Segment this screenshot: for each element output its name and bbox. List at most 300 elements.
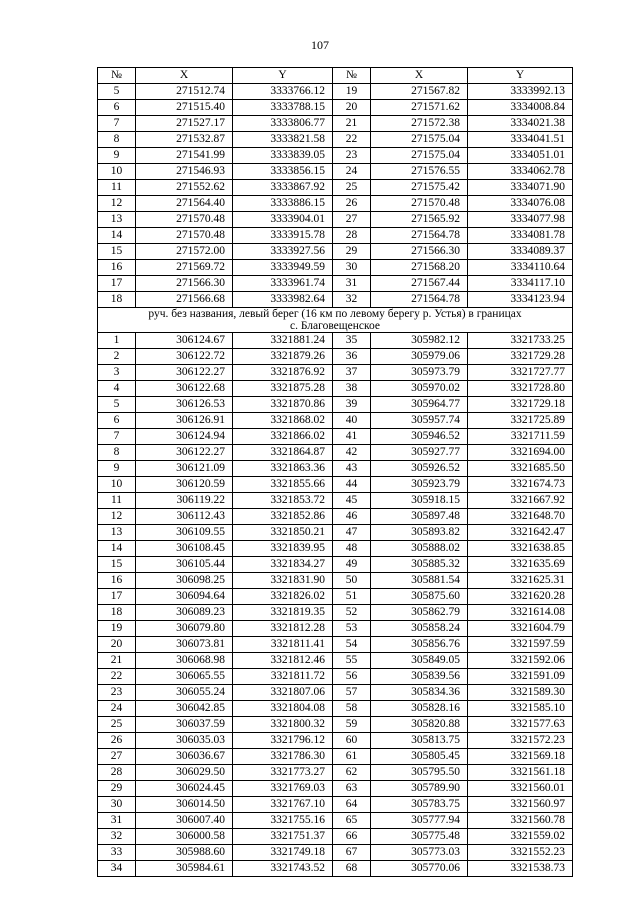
table-cell: 305982.12: [371, 333, 468, 349]
table-cell: 3321804.08: [233, 701, 333, 717]
table-cell: 3334076.08: [468, 196, 573, 212]
table-row: [98, 781, 573, 797]
table-cell: 271567.44: [371, 276, 468, 292]
table-cell: 271546.93: [136, 164, 233, 180]
table-cell: 3321826.02: [233, 589, 333, 605]
table-cell: 306079.80: [136, 621, 233, 637]
table-cell: 68: [333, 861, 371, 877]
table-cell: 3321839.95: [233, 541, 333, 557]
table-cell: 3333927.56: [233, 244, 333, 260]
table-cell: 24: [333, 164, 371, 180]
table-cell: 3321560.78: [468, 813, 573, 829]
table-cell: 3333867.92: [233, 180, 333, 196]
table-row: [98, 180, 573, 196]
table-cell: 271569.72: [136, 260, 233, 276]
table-cell: 271527.17: [136, 116, 233, 132]
table-cell: 306122.68: [136, 381, 233, 397]
table-cell: 3333949.59: [233, 260, 333, 276]
table-cell: 22: [333, 132, 371, 148]
table-cell: 305820.88: [371, 717, 468, 733]
table-cell: 3321868.02: [233, 413, 333, 429]
table-cell: 3321667.92: [468, 493, 573, 509]
table-cell: 306122.27: [136, 365, 233, 381]
table-cell: 271515.40: [136, 100, 233, 116]
table-cell: 3321819.35: [233, 605, 333, 621]
table-row: [98, 685, 573, 701]
table-row: [98, 765, 573, 781]
table-cell: 271566.30: [371, 244, 468, 260]
table-cell: 3334110.64: [468, 260, 573, 276]
table-cell: 306120.59: [136, 477, 233, 493]
table-cell: 305773.03: [371, 845, 468, 861]
table-cell: 3321751.37: [233, 829, 333, 845]
table-row: [98, 461, 573, 477]
table-cell: 305805.45: [371, 749, 468, 765]
table-cell: 57: [333, 685, 371, 701]
table-row: [98, 148, 573, 164]
table-cell: 3321614.08: [468, 605, 573, 621]
table-cell: 3321811.41: [233, 637, 333, 653]
block-1-body: [98, 84, 573, 308]
section-title: [98, 308, 573, 333]
table-cell: 305828.16: [371, 701, 468, 717]
table-cell: 305783.75: [371, 797, 468, 813]
table-cell: 3321773.27: [233, 765, 333, 781]
table-cell: 5: [98, 84, 136, 100]
table-cell: 32: [333, 292, 371, 308]
table-cell: 306124.94: [136, 429, 233, 445]
table-cell: 271564.40: [136, 196, 233, 212]
table-cell: 305856.76: [371, 637, 468, 653]
table-cell: 3334117.10: [468, 276, 573, 292]
table-cell: 13: [98, 525, 136, 541]
table-cell: 3321807.06: [233, 685, 333, 701]
table-cell: 3321834.27: [233, 557, 333, 573]
table-cell: 271575.04: [371, 148, 468, 164]
table-cell: 3334123.94: [468, 292, 573, 308]
table-cell: 3321729.28: [468, 349, 573, 365]
table-cell: 3321597.59: [468, 637, 573, 653]
table-row: [98, 116, 573, 132]
table-cell: 29: [98, 781, 136, 797]
table-row: [98, 100, 573, 116]
table-row: [98, 669, 573, 685]
table-cell: 3321577.63: [468, 717, 573, 733]
table-cell: 271572.38: [371, 116, 468, 132]
table-cell: 39: [333, 397, 371, 413]
table-header-row: [98, 68, 573, 84]
table-cell: 3321831.90: [233, 573, 333, 589]
table-cell: 33: [98, 845, 136, 861]
table-cell: 46: [333, 509, 371, 525]
table-cell: 12: [98, 509, 136, 525]
table-cell: 305795.50: [371, 765, 468, 781]
table-cell: 3334041.51: [468, 132, 573, 148]
table-cell: 306037.59: [136, 717, 233, 733]
table-cell: 306055.24: [136, 685, 233, 701]
table-cell: 3321812.28: [233, 621, 333, 637]
table-cell: 306122.27: [136, 445, 233, 461]
table-row: [98, 365, 573, 381]
table-cell: 305770.06: [371, 861, 468, 877]
table-cell: 3321852.86: [233, 509, 333, 525]
table-cell: 306112.43: [136, 509, 233, 525]
table-cell: 306014.50: [136, 797, 233, 813]
table-cell: 3321552.23: [468, 845, 573, 861]
table-cell: 3321769.03: [233, 781, 333, 797]
table-row: [98, 477, 573, 493]
table-cell: 271565.92: [371, 212, 468, 228]
section-title-row: [98, 308, 573, 333]
table-cell: 40: [333, 413, 371, 429]
table-cell: 305775.48: [371, 829, 468, 845]
table-cell: 305862.79: [371, 605, 468, 621]
table-cell: 305984.61: [136, 861, 233, 877]
table-cell: 3321767.10: [233, 797, 333, 813]
table-cell: 64: [333, 797, 371, 813]
header-x-left: X: [136, 68, 233, 84]
table-cell: 305957.74: [371, 413, 468, 429]
table-cell: 305927.77: [371, 445, 468, 461]
table-row: [98, 493, 573, 509]
table-cell: 306073.81: [136, 637, 233, 653]
table-cell: 271571.62: [371, 100, 468, 116]
table-cell: 271566.68: [136, 292, 233, 308]
table-cell: 271512.74: [136, 84, 233, 100]
table-cell: 9: [98, 148, 136, 164]
table-cell: 28: [98, 765, 136, 781]
table-row: [98, 292, 573, 308]
table-cell: 3321638.85: [468, 541, 573, 557]
table-cell: 3321786.30: [233, 749, 333, 765]
table-cell: 306024.45: [136, 781, 233, 797]
table-cell: 3321604.79: [468, 621, 573, 637]
table-cell: 42: [333, 445, 371, 461]
table-cell: 48: [333, 541, 371, 557]
table-row: [98, 196, 573, 212]
page-number: 107: [311, 38, 329, 52]
table-cell: 53: [333, 621, 371, 637]
table-cell: 18: [98, 292, 136, 308]
table-cell: 3321685.50: [468, 461, 573, 477]
table-cell: 305839.56: [371, 669, 468, 685]
table-cell: 21: [98, 653, 136, 669]
table-row: [98, 813, 573, 829]
header-y-left: Y: [233, 68, 333, 84]
table-cell: 3321625.31: [468, 573, 573, 589]
table-cell: 3333886.15: [233, 196, 333, 212]
table-row: [98, 212, 573, 228]
table-row: [98, 797, 573, 813]
table-cell: 305789.90: [371, 781, 468, 797]
table-cell: 306119.22: [136, 493, 233, 509]
table-cell: 6: [98, 413, 136, 429]
table-cell: 38: [333, 381, 371, 397]
table-cell: 3321728.80: [468, 381, 573, 397]
table-cell: 3321560.97: [468, 797, 573, 813]
table-cell: 271570.48: [136, 228, 233, 244]
table-cell: 305946.52: [371, 429, 468, 445]
table-cell: 27: [333, 212, 371, 228]
table-cell: 20: [333, 100, 371, 116]
table-cell: 26: [333, 196, 371, 212]
table-cell: 66: [333, 829, 371, 845]
table-cell: 35: [333, 333, 371, 349]
table-row: [98, 413, 573, 429]
table-cell: 23: [333, 148, 371, 164]
table-cell: 306126.53: [136, 397, 233, 413]
table-cell: 3321855.66: [233, 477, 333, 493]
table-cell: 3333961.74: [233, 276, 333, 292]
table-cell: 305881.54: [371, 573, 468, 589]
table-cell: 271576.55: [371, 164, 468, 180]
table-cell: 17: [98, 589, 136, 605]
table-row: [98, 557, 573, 573]
table-cell: 20: [98, 637, 136, 653]
table-cell: 29: [333, 244, 371, 260]
table-cell: 63: [333, 781, 371, 797]
table-cell: 65: [333, 813, 371, 829]
table-cell: 271532.87: [136, 132, 233, 148]
coordinates-table: [97, 67, 573, 877]
table-cell: 3321796.12: [233, 733, 333, 749]
table-cell: 3334008.84: [468, 100, 573, 116]
table-cell: 8: [98, 445, 136, 461]
table-cell: 305885.32: [371, 557, 468, 573]
table-cell: 3321733.25: [468, 333, 573, 349]
table-cell: 271570.48: [136, 212, 233, 228]
table-cell: 306121.09: [136, 461, 233, 477]
table-cell: 54: [333, 637, 371, 653]
table-cell: 15: [98, 557, 136, 573]
table-cell: 50: [333, 573, 371, 589]
table-cell: 3333856.15: [233, 164, 333, 180]
table-cell: 306122.72: [136, 349, 233, 365]
table-cell: 24: [98, 701, 136, 717]
table-cell: 12: [98, 196, 136, 212]
table-cell: 25: [98, 717, 136, 733]
table-cell: 3321589.30: [468, 685, 573, 701]
table-cell: 10: [98, 164, 136, 180]
table-cell: 16: [98, 573, 136, 589]
table-cell: 305973.79: [371, 365, 468, 381]
table-cell: 306029.50: [136, 765, 233, 781]
table-row: [98, 525, 573, 541]
table-cell: 10: [98, 477, 136, 493]
table-cell: 26: [98, 733, 136, 749]
table-cell: 305875.60: [371, 589, 468, 605]
table-cell: 3321620.28: [468, 589, 573, 605]
table-cell: 41: [333, 429, 371, 445]
table-cell: 13: [98, 212, 136, 228]
table-cell: 60: [333, 733, 371, 749]
table-row: [98, 260, 573, 276]
table-cell: 59: [333, 717, 371, 733]
table-cell: 3333821.58: [233, 132, 333, 148]
table-cell: 306035.03: [136, 733, 233, 749]
table-cell: 306124.67: [136, 333, 233, 349]
table-cell: 3334089.37: [468, 244, 573, 260]
table-cell: 3333806.77: [233, 116, 333, 132]
table-cell: 62: [333, 765, 371, 781]
table-cell: 271570.48: [371, 196, 468, 212]
table-row: [98, 829, 573, 845]
table-cell: 305858.24: [371, 621, 468, 637]
table-cell: 55: [333, 653, 371, 669]
table-cell: 25: [333, 180, 371, 196]
table-row: [98, 445, 573, 461]
table-cell: 14: [98, 541, 136, 557]
table-cell: 3321538.73: [468, 861, 573, 877]
table-cell: 3321729.18: [468, 397, 573, 413]
table-cell: 271564.78: [371, 228, 468, 244]
table-cell: 3321755.16: [233, 813, 333, 829]
table-cell: 3321560.01: [468, 781, 573, 797]
table-cell: 306036.67: [136, 749, 233, 765]
table-cell: 3321635.69: [468, 557, 573, 573]
table-cell: 58: [333, 701, 371, 717]
table-cell: 3321572.23: [468, 733, 573, 749]
table-cell: 14: [98, 228, 136, 244]
table-cell: 11: [98, 493, 136, 509]
table-cell: 30: [333, 260, 371, 276]
table-cell: 3321881.24: [233, 333, 333, 349]
table-cell: 306068.98: [136, 653, 233, 669]
table-cell: 305923.79: [371, 477, 468, 493]
table-cell: 3321749.18: [233, 845, 333, 861]
table-row: [98, 653, 573, 669]
table-cell: 3321743.52: [233, 861, 333, 877]
table-cell: 3321559.02: [468, 829, 573, 845]
table-cell: 61: [333, 749, 371, 765]
table-cell: 3321866.02: [233, 429, 333, 445]
table-cell: 19: [333, 84, 371, 100]
table-cell: 306108.45: [136, 541, 233, 557]
table-cell: 3321694.00: [468, 445, 573, 461]
table-cell: 271567.82: [371, 84, 468, 100]
table-cell: 305926.52: [371, 461, 468, 477]
table-cell: 3321879.26: [233, 349, 333, 365]
table-cell: 3321850.21: [233, 525, 333, 541]
table-cell: 7: [98, 116, 136, 132]
table-cell: 2: [98, 349, 136, 365]
table-row: [98, 573, 573, 589]
table-cell: 5: [98, 397, 136, 413]
table-cell: 3321875.28: [233, 381, 333, 397]
table-cell: 3321800.32: [233, 717, 333, 733]
table-row: [98, 749, 573, 765]
table-cell: 271575.42: [371, 180, 468, 196]
table-cell: 3321642.47: [468, 525, 573, 541]
table-cell: 9: [98, 461, 136, 477]
table-cell: 11: [98, 180, 136, 196]
table-row: [98, 733, 573, 749]
table-row: [98, 397, 573, 413]
table-row: [98, 84, 573, 100]
table-cell: 306065.55: [136, 669, 233, 685]
table-cell: 31: [333, 276, 371, 292]
table-cell: 32: [98, 829, 136, 845]
table-cell: 271552.62: [136, 180, 233, 196]
table-cell: 3334021.38: [468, 116, 573, 132]
table-cell: 271572.00: [136, 244, 233, 260]
table-cell: 305888.02: [371, 541, 468, 557]
table-row: [98, 637, 573, 653]
table-row: [98, 164, 573, 180]
header-y-right: Y: [468, 68, 573, 84]
table-cell: 3333992.13: [468, 84, 573, 100]
table-cell: 271575.04: [371, 132, 468, 148]
table-row: [98, 621, 573, 637]
table-cell: 30: [98, 797, 136, 813]
table-cell: 3321585.10: [468, 701, 573, 717]
table-row: [98, 605, 573, 621]
table-cell: 3334051.01: [468, 148, 573, 164]
table-cell: 271541.99: [136, 148, 233, 164]
table-cell: 31: [98, 813, 136, 829]
section-title-line-1: руч. без названия, левый берег (16 км по левому берегу р. Устья) в границах: [148, 308, 522, 320]
table-cell: 44: [333, 477, 371, 493]
table-cell: 43: [333, 461, 371, 477]
table-cell: 3334071.90: [468, 180, 573, 196]
table-cell: 6: [98, 100, 136, 116]
table-cell: 8: [98, 132, 136, 148]
table-cell: 37: [333, 365, 371, 381]
table-row: [98, 701, 573, 717]
table-cell: 56: [333, 669, 371, 685]
table-cell: 51: [333, 589, 371, 605]
table-cell: 47: [333, 525, 371, 541]
table-row: [98, 228, 573, 244]
table-cell: 305893.82: [371, 525, 468, 541]
table-cell: 306126.91: [136, 413, 233, 429]
table-cell: 3321674.73: [468, 477, 573, 493]
table-cell: 36: [333, 349, 371, 365]
table-cell: 3: [98, 365, 136, 381]
header-number-left: №: [98, 68, 136, 84]
table-cell: 306094.64: [136, 589, 233, 605]
table-cell: 3321727.77: [468, 365, 573, 381]
table-cell: 3334081.78: [468, 228, 573, 244]
table-cell: 305964.77: [371, 397, 468, 413]
table-row: [98, 509, 573, 525]
table-cell: 3321591.09: [468, 669, 573, 685]
table-cell: 3321711.59: [468, 429, 573, 445]
table-cell: 3321725.89: [468, 413, 573, 429]
table-cell: 3333982.64: [233, 292, 333, 308]
table-cell: 3321648.70: [468, 509, 573, 525]
table-cell: 306000.58: [136, 829, 233, 845]
section-title-line-2: с. Благовещенское: [289, 320, 380, 332]
table-row: [98, 381, 573, 397]
table-cell: 305970.02: [371, 381, 468, 397]
table-cell: 305979.06: [371, 349, 468, 365]
table-cell: 3321870.86: [233, 397, 333, 413]
table-cell: 3321853.72: [233, 493, 333, 509]
table-cell: 15: [98, 244, 136, 260]
table-row: [98, 541, 573, 557]
table-row: [98, 132, 573, 148]
table-cell: 67: [333, 845, 371, 861]
table-cell: 23: [98, 685, 136, 701]
table-cell: 306042.85: [136, 701, 233, 717]
table-cell: 271564.78: [371, 292, 468, 308]
section-title-body: [98, 308, 573, 333]
table-cell: 49: [333, 557, 371, 573]
table-cell: 16: [98, 260, 136, 276]
table-cell: 271566.30: [136, 276, 233, 292]
table-cell: 7: [98, 429, 136, 445]
